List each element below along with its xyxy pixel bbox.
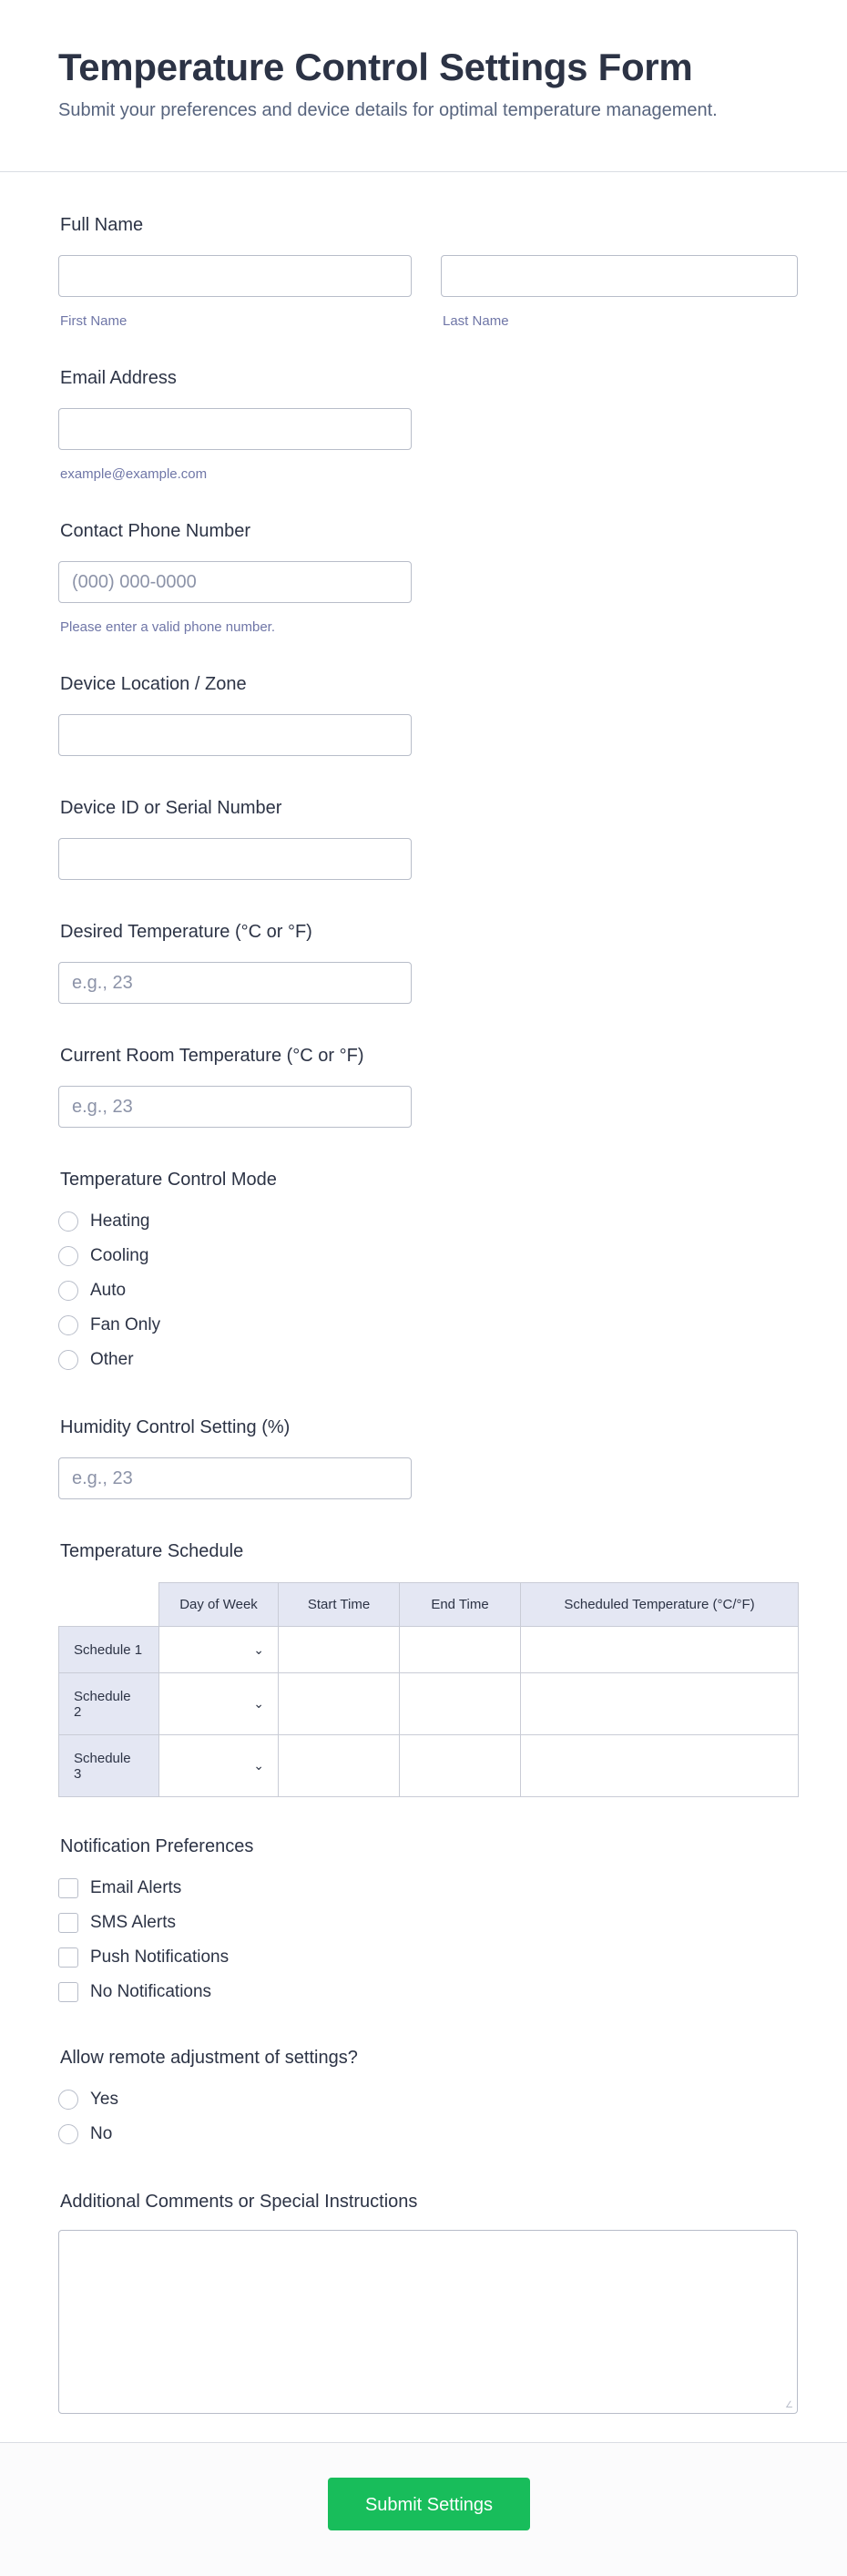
mode-option-other[interactable] (58, 1348, 134, 1372)
desired-temp-label: Desired Temperature (°C or °F) (60, 922, 312, 942)
option-label: No (90, 2124, 113, 2143)
radio-button[interactable] (58, 2090, 78, 2110)
option-label: Heating (90, 1211, 150, 1231)
mode-option-heating[interactable] (58, 1210, 150, 1233)
table-corner (59, 1583, 159, 1627)
end-time-cell[interactable] (400, 1627, 521, 1673)
desired-temp-input[interactable]: e.g., 23 (58, 962, 412, 1004)
humidity-label: Humidity Control Setting (%) (60, 1417, 291, 1437)
chevron-down-icon: ⌄ (253, 1696, 264, 1711)
device-id-input[interactable] (58, 838, 412, 880)
submit-button[interactable]: Submit Settings (328, 2478, 530, 2530)
phone-sublabel: Please enter a valid phone number. (60, 619, 275, 635)
start-time-cell[interactable] (279, 1673, 400, 1735)
column-header: Scheduled Temperature (°C/°F) (521, 1583, 799, 1627)
radio-button[interactable] (58, 1350, 78, 1370)
day-of-week-select[interactable] (159, 1673, 279, 1735)
checkbox[interactable] (58, 1913, 78, 1933)
column-header: End Time (400, 1583, 521, 1627)
location-input[interactable] (58, 714, 412, 756)
full-name-label: Full Name (60, 215, 144, 235)
scheduled-temp-cell[interactable] (521, 1627, 799, 1673)
option-label: Fan Only (90, 1315, 161, 1334)
device-id-label: Device ID or Serial Number (60, 798, 282, 818)
email-label: Email Address (60, 368, 177, 388)
radio-button[interactable] (58, 1281, 78, 1301)
checkbox[interactable] (58, 1878, 78, 1898)
row-header: Schedule 2 (59, 1673, 159, 1735)
humidity-input[interactable]: e.g., 23 (58, 1457, 412, 1499)
start-time-cell[interactable] (279, 1735, 400, 1797)
scheduled-temp-cell[interactable] (521, 1735, 799, 1797)
radio-button[interactable] (58, 1315, 78, 1335)
mode-label: Temperature Control Mode (60, 1170, 277, 1190)
notification-option-email[interactable] (58, 1876, 181, 1900)
schedule-table (58, 1582, 799, 1797)
radio-button[interactable] (58, 1211, 78, 1232)
comments-label: Additional Comments or Special Instructions (60, 2192, 418, 2212)
checkbox[interactable] (58, 1982, 78, 2002)
option-label: Cooling (90, 1246, 149, 1265)
end-time-cell[interactable] (400, 1735, 521, 1797)
option-label: No Notifications (90, 1982, 212, 2001)
start-time-cell[interactable] (279, 1627, 400, 1673)
row-header: Schedule 1 (59, 1627, 159, 1673)
remote-option-yes[interactable] (58, 2088, 118, 2111)
resize-grip-icon[interactable]: ∠ (785, 2400, 793, 2410)
column-header: Start Time (279, 1583, 400, 1627)
last-name-sublabel: Last Name (443, 313, 509, 329)
comments-textarea[interactable] (58, 2230, 798, 2414)
option-label: Other (90, 1350, 134, 1369)
table-row (59, 1673, 799, 1735)
table-row (59, 1627, 799, 1673)
current-temp-label: Current Room Temperature (°C or °F) (60, 1046, 364, 1066)
remote-option-no[interactable] (58, 2122, 112, 2146)
schedule-label: Temperature Schedule (60, 1541, 244, 1561)
form-footer (0, 2442, 847, 2576)
email-input[interactable] (58, 408, 412, 450)
form-title: Temperature Control Settings Form (58, 46, 693, 88)
option-label: Push Notifications (90, 1947, 230, 1967)
end-time-cell[interactable] (400, 1673, 521, 1735)
mode-option-fan-only[interactable] (58, 1314, 160, 1337)
notification-option-push[interactable] (58, 1946, 229, 1969)
phone-label: Contact Phone Number (60, 521, 251, 541)
phone-input[interactable]: (000) 000-0000 (58, 561, 412, 603)
option-label: Auto (90, 1281, 127, 1300)
email-sublabel: example@example.com (60, 466, 208, 482)
day-of-week-select[interactable] (159, 1735, 279, 1797)
day-of-week-select[interactable] (159, 1627, 279, 1673)
table-row (59, 1735, 799, 1797)
radio-button[interactable] (58, 1246, 78, 1266)
form-header (0, 0, 847, 172)
last-name-input[interactable] (441, 255, 798, 297)
chevron-down-icon: ⌄ (253, 1758, 264, 1773)
notifications-label: Notification Preferences (60, 1836, 254, 1856)
first-name-sublabel: First Name (60, 313, 128, 329)
first-name-input[interactable] (58, 255, 412, 297)
mode-option-cooling[interactable] (58, 1244, 148, 1268)
radio-button[interactable] (58, 2124, 78, 2144)
notification-option-sms[interactable] (58, 1911, 176, 1935)
option-label: Email Alerts (90, 1878, 182, 1897)
option-label: Yes (90, 2090, 118, 2109)
chevron-down-icon: ⌄ (253, 1641, 264, 1657)
notification-option-none[interactable] (58, 1980, 211, 2004)
remote-label: Allow remote adjustment of settings? (60, 2048, 358, 2068)
current-temp-input[interactable]: e.g., 23 (58, 1086, 412, 1128)
mode-option-auto[interactable] (58, 1279, 126, 1303)
location-label: Device Location / Zone (60, 674, 247, 694)
scheduled-temp-cell[interactable] (521, 1673, 799, 1735)
row-header: Schedule 3 (59, 1735, 159, 1797)
option-label: SMS Alerts (90, 1913, 176, 1932)
column-header: Day of Week (159, 1583, 279, 1627)
checkbox[interactable] (58, 1947, 78, 1968)
form-subtitle: Submit your preferences and device details for optimal temperature management. (58, 100, 718, 120)
